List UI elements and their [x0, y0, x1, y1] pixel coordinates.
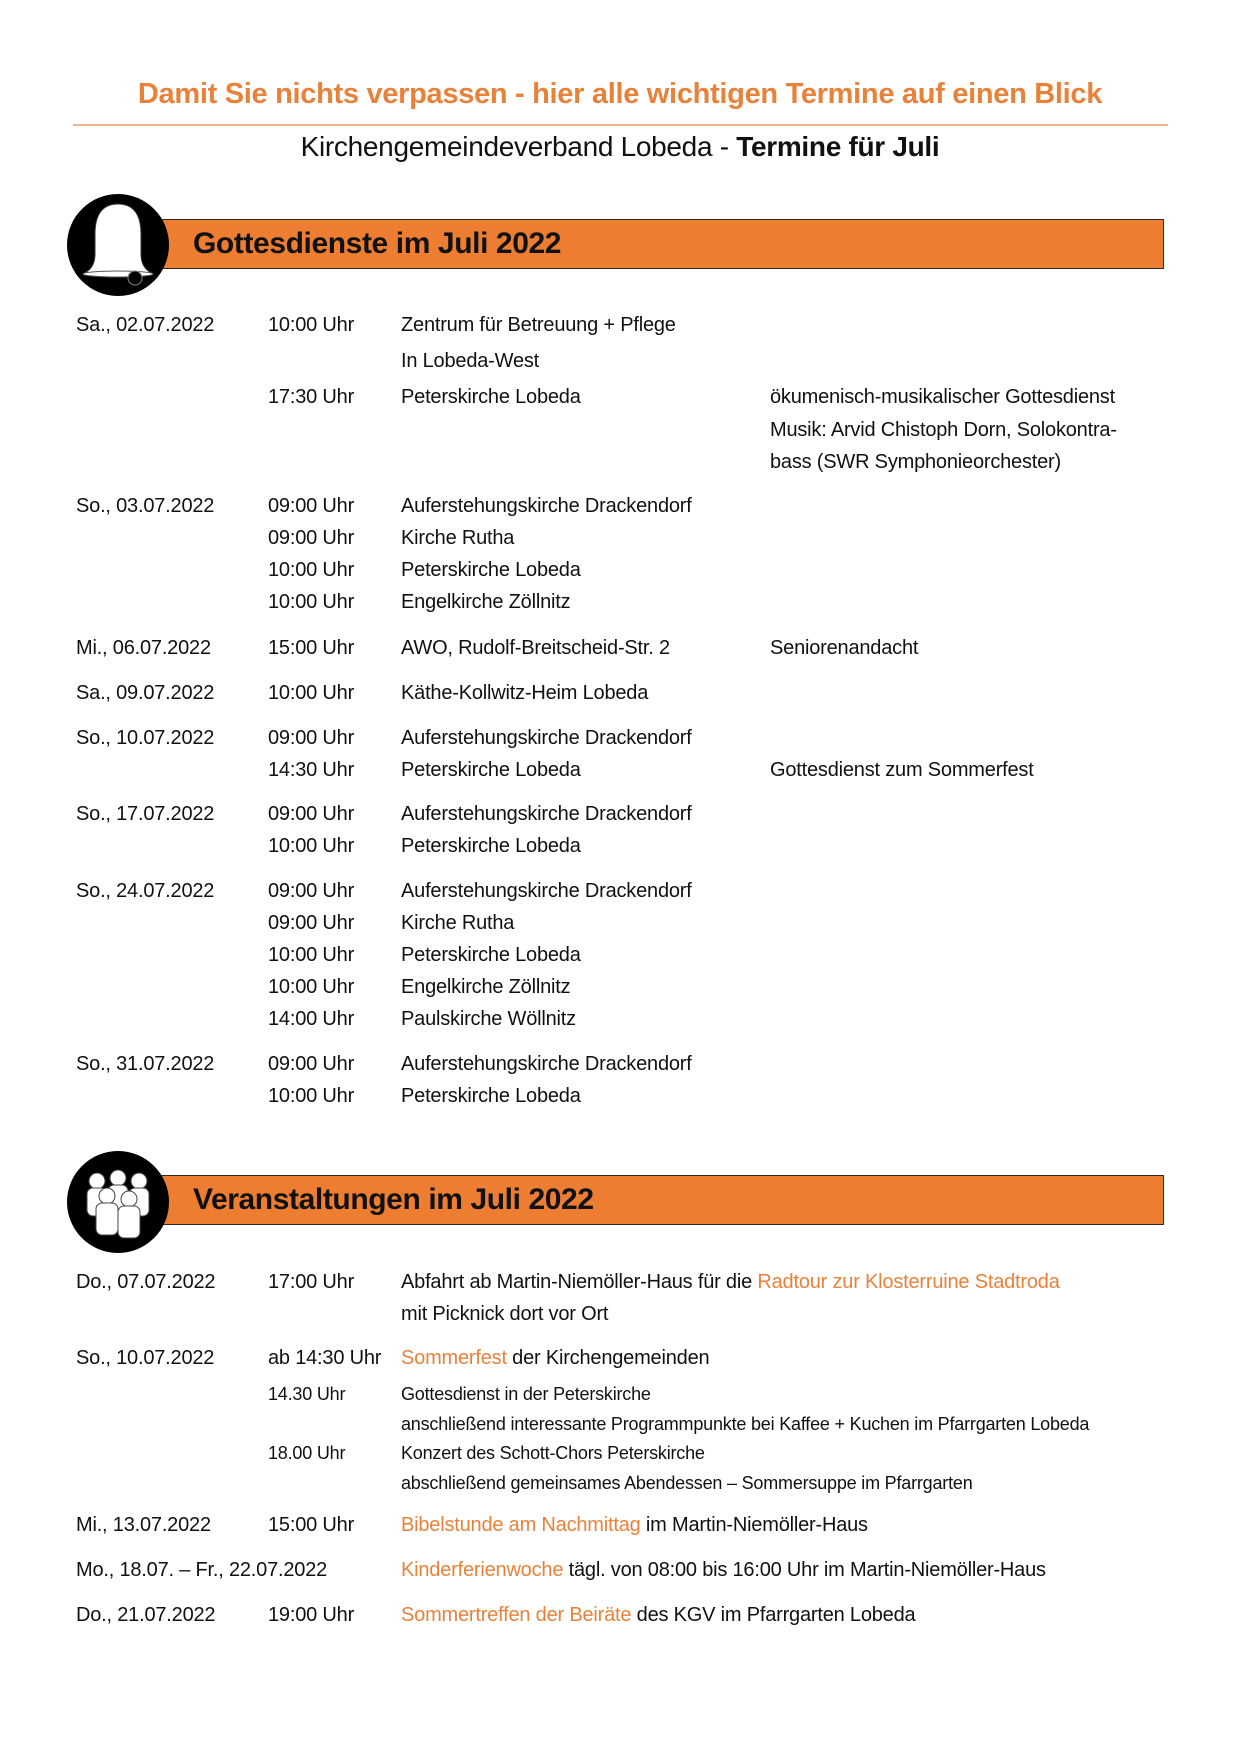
service-place: Peterskirche Lobeda [401, 386, 581, 408]
service-place: Auferstehungskirche Drackendorf [401, 1053, 692, 1075]
service-place: Auferstehungskirche Drackendorf [401, 803, 692, 825]
service-time: 09:00 Uhr [268, 803, 355, 825]
service-place: Engelkirche Zöllnitz [401, 591, 571, 613]
service-time: 14:00 Uhr [268, 1008, 355, 1030]
event-text-part: im Martin-Niemöller-Haus [640, 1514, 868, 1536]
service-note: Seniorenandacht [770, 637, 919, 659]
event-link[interactable]: Radtour zur Klosterruine Stadtroda [757, 1271, 1060, 1293]
event-text-part: tägl. von 08:00 bis 16:00 Uhr im Martin-Niemöller-Haus [563, 1559, 1046, 1581]
service-time: 15:00 Uhr [268, 637, 355, 659]
service-time: 09:00 Uhr [268, 527, 355, 549]
service-note: Musik: Arvid Chistoph Dorn, Solokontra- [770, 419, 1117, 441]
service-time: 10:00 Uhr [268, 1085, 355, 1107]
bell-icon [67, 194, 169, 296]
event-subtext: Gottesdienst in der Peterskirche [401, 1384, 651, 1404]
event-text: mit Picknick dort vor Ort [401, 1303, 609, 1325]
section-title-events: Veranstaltungen im Juli 2022 [193, 1183, 594, 1216]
event-link[interactable]: Sommertreffen der Beiräte [401, 1604, 632, 1626]
event-subtext: Konzert des Schott-Chors Peterskirche [401, 1443, 705, 1463]
subtitle [0, 131, 1240, 163]
service-time: 09:00 Uhr [268, 495, 355, 517]
event-link[interactable]: Kinderferienwoche [401, 1559, 564, 1581]
service-time: 17:30 Uhr [268, 386, 355, 408]
service-time: 10:00 Uhr [268, 314, 355, 336]
service-place: Peterskirche Lobeda [401, 835, 581, 857]
headline: Damit Sie nichts verpassen - hier alle wichtigen Termine auf einen Blick [137, 78, 1103, 110]
event-text [401, 1513, 868, 1537]
service-time: 14:30 Uhr [268, 759, 355, 781]
service-place: Paulskirche Wöllnitz [401, 1008, 576, 1030]
service-note: ökumenisch-musikalischer Gottesdienst [770, 386, 1115, 408]
event-text-part: der Kirchengemeinden [506, 1347, 710, 1369]
event-subtext: anschließend interessante Programmpunkte bei Kaffee + Kuchen im Pfarrgarten Lobeda [401, 1414, 1090, 1434]
section-header-services [150, 219, 1164, 269]
event-text [401, 1270, 1060, 1294]
service-place: Auferstehungskirche Drackendorf [401, 880, 692, 902]
service-place: Auferstehungskirche Drackendorf [401, 495, 692, 517]
service-time: 10:00 Uhr [268, 944, 355, 966]
service-note: bass (SWR Symphonieorchester) [770, 451, 1061, 473]
event-time: 17:00 Uhr [268, 1271, 355, 1293]
event-subtime: 18.00 Uhr [268, 1443, 346, 1463]
service-date: So., 03.07.2022 [76, 495, 215, 517]
event-subtime: 14.30 Uhr [268, 1384, 346, 1404]
service-time: 10:00 Uhr [268, 591, 355, 613]
service-date: Sa., 02.07.2022 [76, 314, 215, 336]
event-link[interactable]: Bibelstunde am Nachmittag [401, 1514, 641, 1536]
event-time: 15:00 Uhr [268, 1514, 355, 1536]
event-text-part: Abfahrt ab Martin-Niemöller-Haus für die [401, 1271, 758, 1293]
event-date: Do., 07.07.2022 [76, 1271, 216, 1293]
service-place: In Lobeda-West [401, 350, 540, 372]
divider [73, 124, 1168, 126]
service-date: So., 17.07.2022 [76, 803, 215, 825]
event-link[interactable]: Sommerfest [401, 1347, 507, 1369]
service-time: 09:00 Uhr [268, 1053, 355, 1075]
service-place: Zentrum für Betreuung + Pflege [401, 314, 676, 336]
service-date: Sa., 09.07.2022 [76, 682, 215, 704]
event-date: So., 10.07.2022 [76, 1347, 215, 1369]
event-time: 19:00 Uhr [268, 1604, 355, 1626]
service-time: 09:00 Uhr [268, 880, 355, 902]
service-date: So., 31.07.2022 [76, 1053, 215, 1075]
event-text-part: des KGV im Pfarrgarten Lobeda [631, 1604, 916, 1626]
service-place: Engelkirche Zöllnitz [401, 976, 571, 998]
service-time: 09:00 Uhr [268, 727, 355, 749]
service-place: Kirche Rutha [401, 527, 515, 549]
event-text [401, 1558, 1046, 1582]
service-note: Gottesdienst zum Sommerfest [770, 759, 1034, 781]
service-time: 10:00 Uhr [268, 835, 355, 857]
event-text [401, 1603, 915, 1627]
service-date: So., 24.07.2022 [76, 880, 215, 902]
event-date: Mo., 18.07. – Fr., 22.07.2022 [76, 1559, 328, 1581]
service-time: 10:00 Uhr [268, 976, 355, 998]
service-place: Auferstehungskirche Drackendorf [401, 727, 692, 749]
service-time: 10:00 Uhr [268, 682, 355, 704]
service-place: AWO, Rudolf-Breitscheid-Str. 2 [401, 637, 670, 659]
service-time: 09:00 Uhr [268, 912, 355, 934]
event-time: ab 14:30 Uhr [268, 1347, 382, 1369]
service-time: 10:00 Uhr [268, 559, 355, 581]
section-title-services: Gottesdienste im Juli 2022 [193, 227, 562, 260]
service-place: Käthe-Kollwitz-Heim Lobeda [401, 682, 649, 704]
section-header-events [150, 1175, 1164, 1225]
service-place: Peterskirche Lobeda [401, 759, 581, 781]
service-place: Peterskirche Lobeda [401, 944, 581, 966]
service-place: Peterskirche Lobeda [401, 559, 581, 581]
service-date: So., 10.07.2022 [76, 727, 215, 749]
service-place: Peterskirche Lobeda [401, 1085, 581, 1107]
subtitle-bold: Termine für Juli [736, 131, 940, 162]
event-text [401, 1346, 709, 1370]
service-date: Mi., 06.07.2022 [76, 637, 211, 659]
event-date: Do., 21.07.2022 [76, 1604, 216, 1626]
service-place: Kirche Rutha [401, 912, 515, 934]
subtitle-plain: Kirchengemeindeverband Lobeda - [300, 131, 737, 162]
event-subtext: abschließend gemeinsames Abendessen – Sommersuppe im Pfarrgarten [401, 1473, 973, 1493]
event-date: Mi., 13.07.2022 [76, 1514, 211, 1536]
people-group-icon [67, 1151, 169, 1253]
